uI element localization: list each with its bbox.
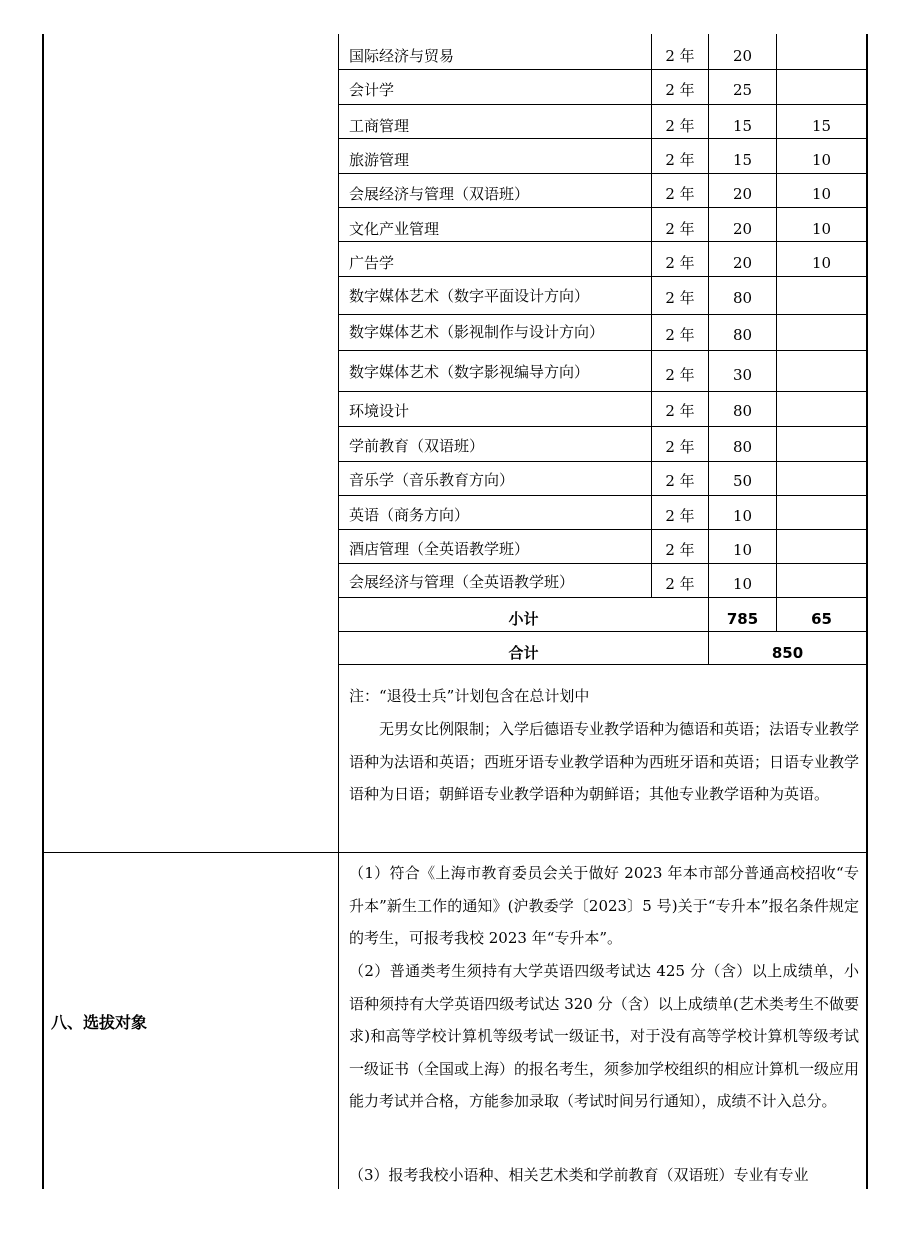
admission-plan-table (42, 34, 868, 1189)
selection-item-1: （1）符合《上海市教育委员会关于做好 2023 年本市部分普通高校招收“专升本”新生工作的通知》(沪教委学〔2023〕5 号)关于“专升本”报名条件规定的考生，可报考我校 2023 年“专升本”。 (349, 864, 859, 947)
major-name: 会展经济与管理（全英语教学班） (349, 573, 575, 591)
duration: 2 年 (665, 326, 695, 344)
row-line (338, 173, 868, 174)
duration: 2 年 (665, 575, 695, 593)
major-name: 酒店管理（全英语教学班） (349, 540, 530, 558)
row-line (338, 104, 868, 105)
row-line (338, 563, 868, 564)
plan-count: 20 (732, 185, 753, 203)
row-line (338, 391, 868, 392)
plan-count: 80 (732, 326, 753, 344)
major-name: 会计学 (349, 81, 395, 99)
plan-count: 80 (732, 438, 753, 456)
duration: 2 年 (665, 47, 695, 65)
plan-count: 30 (732, 366, 753, 384)
row-line (338, 314, 868, 315)
duration: 2 年 (665, 438, 695, 456)
duration: 2 年 (665, 220, 695, 238)
plan-count: 10 (732, 575, 753, 593)
selection-item-3: （3）报考我校小语种、相关艺术类和学前教育（双语班）专业有专业 (349, 1166, 809, 1184)
duration: 2 年 (665, 472, 695, 490)
duration: 2 年 (665, 366, 695, 384)
plan-count: 10 (732, 507, 753, 525)
plan-count: 20 (732, 47, 753, 65)
veteran-count: 10 (811, 151, 832, 169)
veteran-count: 10 (811, 254, 832, 272)
veteran-count: 10 (811, 185, 832, 203)
duration: 2 年 (665, 81, 695, 99)
major-name: 数字媒体艺术（影视制作与设计方向） (349, 323, 605, 341)
total-value: 850 (771, 644, 804, 662)
major-name: 会展经济与管理（双语班） (349, 185, 530, 203)
plan-count: 25 (732, 81, 753, 99)
major-name: 英语（商务方向） (349, 506, 470, 524)
duration: 2 年 (665, 151, 695, 169)
plan-count: 15 (732, 117, 753, 135)
duration: 2 年 (665, 402, 695, 420)
row-line (338, 461, 868, 462)
subtotal-label: 小计 (508, 610, 539, 628)
row-line (338, 276, 868, 277)
section-boundary (42, 852, 868, 853)
plan-count: 10 (732, 541, 753, 559)
plan-count: 80 (732, 289, 753, 307)
major-name: 学前教育（双语班） (349, 437, 485, 455)
major-name: 工商管理 (349, 117, 410, 135)
row-line (338, 597, 868, 598)
subtotal-plan: 785 (726, 610, 759, 628)
row-line (338, 529, 868, 530)
subtotal-veteran: 65 (811, 610, 832, 628)
major-name: 环境设计 (349, 402, 410, 420)
duration: 2 年 (665, 254, 695, 272)
row-line (338, 495, 868, 496)
plan-count: 20 (732, 220, 753, 238)
major-name: 音乐学（音乐教育方向） (349, 471, 515, 489)
row-line (338, 138, 868, 139)
note-line: 注：“退役士兵”计划包含在总计划中 (349, 687, 590, 705)
duration: 2 年 (665, 185, 695, 203)
major-name: 广告学 (349, 254, 395, 272)
major-name: 旅游管理 (349, 151, 410, 169)
major-name: 国际经济与贸易 (349, 47, 455, 65)
row-line (338, 631, 868, 632)
row-line (338, 69, 868, 70)
row-line (338, 241, 868, 242)
total-label: 合计 (508, 644, 539, 662)
table-left-border (42, 34, 44, 1189)
row-line (338, 350, 868, 351)
major-name: 数字媒体艺术（数字平面设计方向） (349, 287, 590, 305)
plan-count: 80 (732, 402, 753, 420)
duration: 2 年 (665, 289, 695, 307)
duration: 2 年 (665, 117, 695, 135)
major-name: 文化产业管理 (349, 220, 440, 238)
major-name: 数字媒体艺术（数字影视编导方向） (349, 363, 590, 381)
veteran-count: 15 (811, 117, 832, 135)
row-line (338, 426, 868, 427)
duration: 2 年 (665, 507, 695, 525)
plan-count: 20 (732, 254, 753, 272)
plan-count: 15 (732, 151, 753, 169)
row-line (338, 207, 868, 208)
note-paragraph: 无男女比例限制；入学后德语专业教学语种为德语和英语；法语专业教学语种为法语和英语；西班牙语专业教学语种为西班牙语和英语；日语专业教学语种为日语；朝鲜语专业教学语种为朝鲜语；其他专业教学语种为英语。 (349, 720, 860, 803)
veteran-count: 10 (811, 220, 832, 238)
section-heading: 八、选拔对象 (51, 1013, 148, 1032)
row-line (338, 664, 868, 665)
duration: 2 年 (665, 541, 695, 559)
selection-item-2: （2）普通类考生须持有大学英语四级考试达 425 分（含）以上成绩单，小语种须持有大学英语四级考试达 320 分（含）以上成绩单(艺术类考生不做要求)和高等学校计算机等级考试一级证书，对于没有高等学校计算机等级考试一级证书（全国或上海）的报名考生，须参加学校组织的相应计算机一级应用能力考试并合格，方能参加录取（考试时间另行通知），成绩不计入总分。 (349, 962, 860, 1110)
plan-count: 50 (732, 472, 753, 490)
